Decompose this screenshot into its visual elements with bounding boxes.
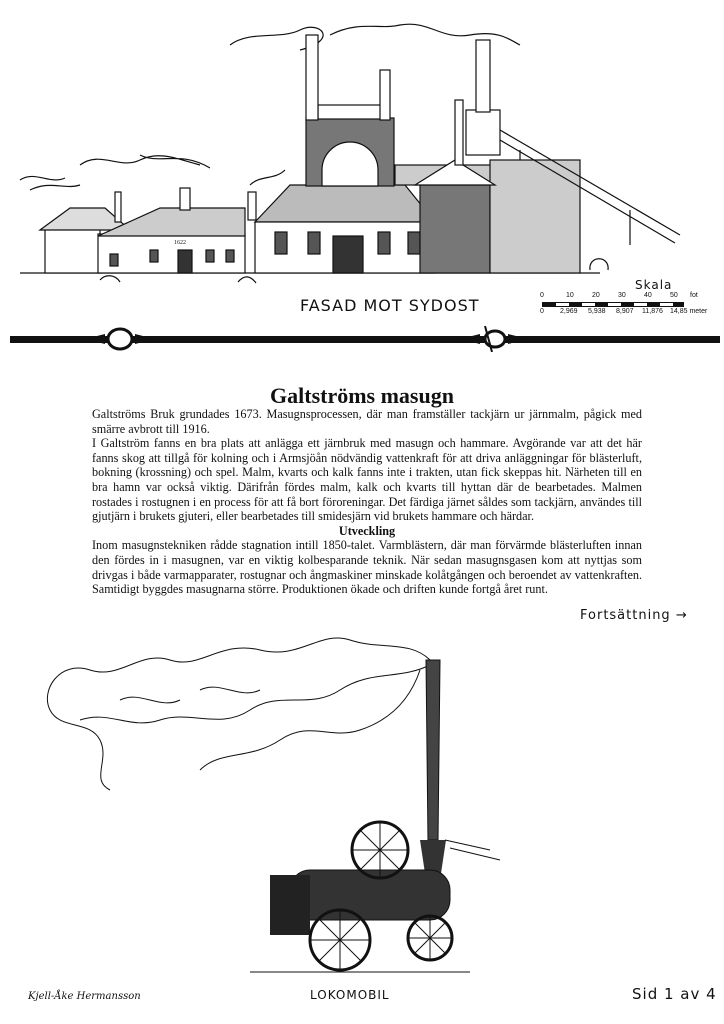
paragraph: Galtströms Bruk grundades 1673. Masugnsprocessen, där man framställer tackjärn ur järnmalm, pågick med smärre avbrott till 1916. xyxy=(92,407,642,436)
scale-foot-30: 30 xyxy=(618,292,626,299)
arrow-right-icon: → xyxy=(675,608,688,623)
building-year: 1622 xyxy=(174,240,186,246)
facade-caption: FASAD MOT SYDOST xyxy=(300,296,480,315)
smoke-curl-left xyxy=(80,155,210,168)
scale-foot-10: 10 xyxy=(566,292,574,299)
ornamental-divider xyxy=(10,326,720,352)
artist-signature: Kjell-Åke Hermansson xyxy=(28,991,141,1002)
scale-meter-0: 0 xyxy=(540,308,544,315)
scale-meter-5: 14,85 meter xyxy=(670,308,708,315)
scale-meter-2: 5,938 xyxy=(588,308,606,315)
page-title: Galtströms masugn xyxy=(270,383,454,408)
scale-bar-graphic xyxy=(542,302,684,307)
smoke-plume xyxy=(47,638,430,790)
scale-foot-50: 50 xyxy=(670,292,678,299)
paragraph: Inom masugnstekniken rådde stagnation intill 1850-talet. Varmblästern, där man förvärmde blästerluften innan den fördes in i masugnen, var en viktig kolbesparande teknik. När sedan masugnsgasen kom att nyttjas som drivgas i både varmapparater, rostugnar och ångmaskiner minskade kolåtgången och beroendet av vattenkraften. Samtidigt byggdes masugnarna större. Produktionen ökade och driften kunde fortgå året runt. xyxy=(92,538,642,597)
scale-meter-1: 2,969 xyxy=(560,308,578,315)
wheel-icon xyxy=(310,910,370,970)
locomobile-drawing xyxy=(0,620,724,1024)
wheel-icon xyxy=(408,916,452,960)
facade-drawing xyxy=(0,0,724,330)
right-ornament-icon xyxy=(460,326,528,352)
scale-meter-4: 11,876 xyxy=(642,308,663,315)
scale-bar xyxy=(538,288,708,320)
paragraph: I Galtström fanns en bra plats att anlägga ett järnbruk med masugn och hammare. Avgörande var att det här fanns skog att tillgå för kolning och i Armsjöån nödvändig vattenkraft för att driva anläggningar för blästerluft, bokning (krossning) och spel. Malm, kvarts och kalk fanns inte i trakten, utan fick skeppas hit. Närheten till en bra hamn var också viktig. Därifrån fördes malm, kalk och kvarts till hyttan där de bearbetades. Malmen rostades i rostugnen i en process för att få bort föroreningar. Det färdiga järnet såldes som tackjärn, användes till gjutjärn i brukets gjuteri, eller bearbetades till smidesjärn vid brukets hammare och härdar. xyxy=(92,436,642,524)
continue-label: Fortsättning xyxy=(580,608,671,623)
page-number: Sid 1 av 4 xyxy=(632,985,717,1003)
locomobile-caption: LOKOMOBIL xyxy=(310,988,390,1002)
scale-foot-unit: fot xyxy=(690,292,698,299)
scale-foot-40: 40 xyxy=(644,292,652,299)
scale-title: Skala xyxy=(635,278,673,292)
subheading: Utveckling xyxy=(338,523,396,538)
scale-foot-20: 20 xyxy=(592,292,600,299)
scale-meter-3: 8,907 xyxy=(616,308,634,315)
article-body xyxy=(92,407,642,597)
left-ornament-icon xyxy=(85,329,155,349)
scale-foot-0: 0 xyxy=(540,292,544,299)
